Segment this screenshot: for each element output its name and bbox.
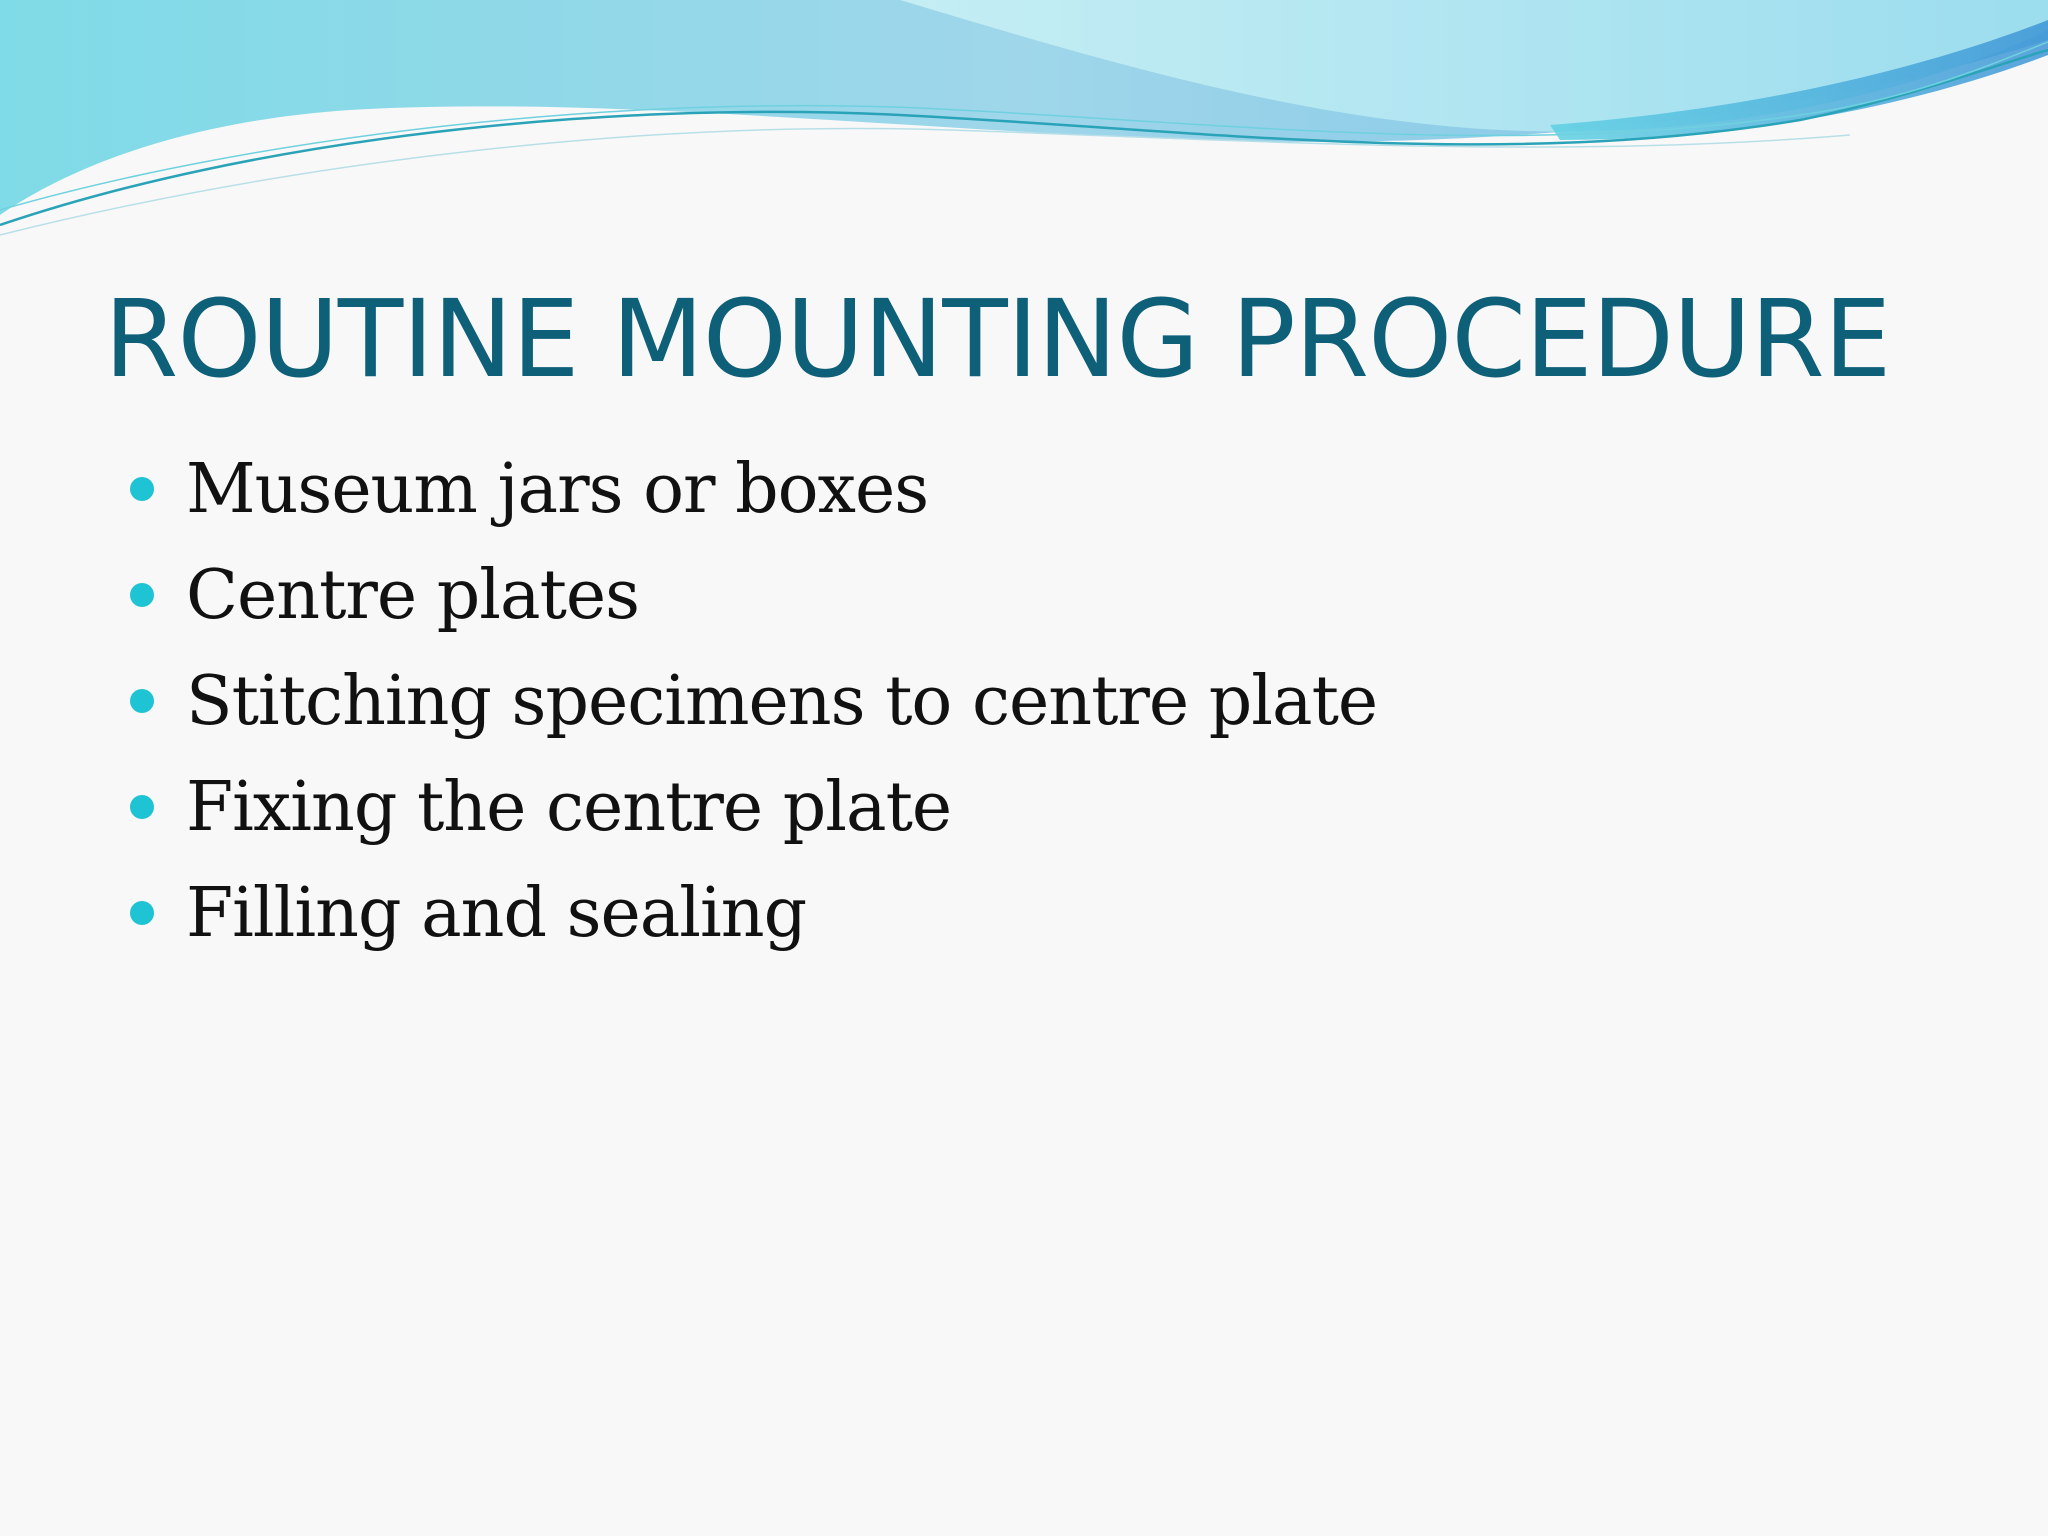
bullet-list xyxy=(128,437,1377,967)
header-wave-decoration xyxy=(0,0,2048,240)
bullet-text: Centre plates xyxy=(186,556,640,635)
bullet-dot-icon xyxy=(130,795,154,819)
bullet-text: Fixing the centre plate xyxy=(186,768,952,847)
list-item xyxy=(128,437,1377,543)
bullet-text: Stitching specimens to centre plate xyxy=(186,662,1378,741)
list-item xyxy=(128,755,1377,861)
bullet-dot-icon xyxy=(130,477,154,501)
bullet-text: Filling and sealing xyxy=(186,874,807,953)
bullet-text: Museum jars or boxes xyxy=(186,450,929,529)
bullet-dot-icon xyxy=(130,583,154,607)
list-item xyxy=(128,543,1377,649)
bullet-dot-icon xyxy=(130,901,154,925)
slide-title: ROUTINE MOUNTING PROCEDURE xyxy=(104,278,1891,402)
bullet-dot-icon xyxy=(130,689,154,713)
list-item xyxy=(128,649,1377,755)
list-item xyxy=(128,861,1377,967)
